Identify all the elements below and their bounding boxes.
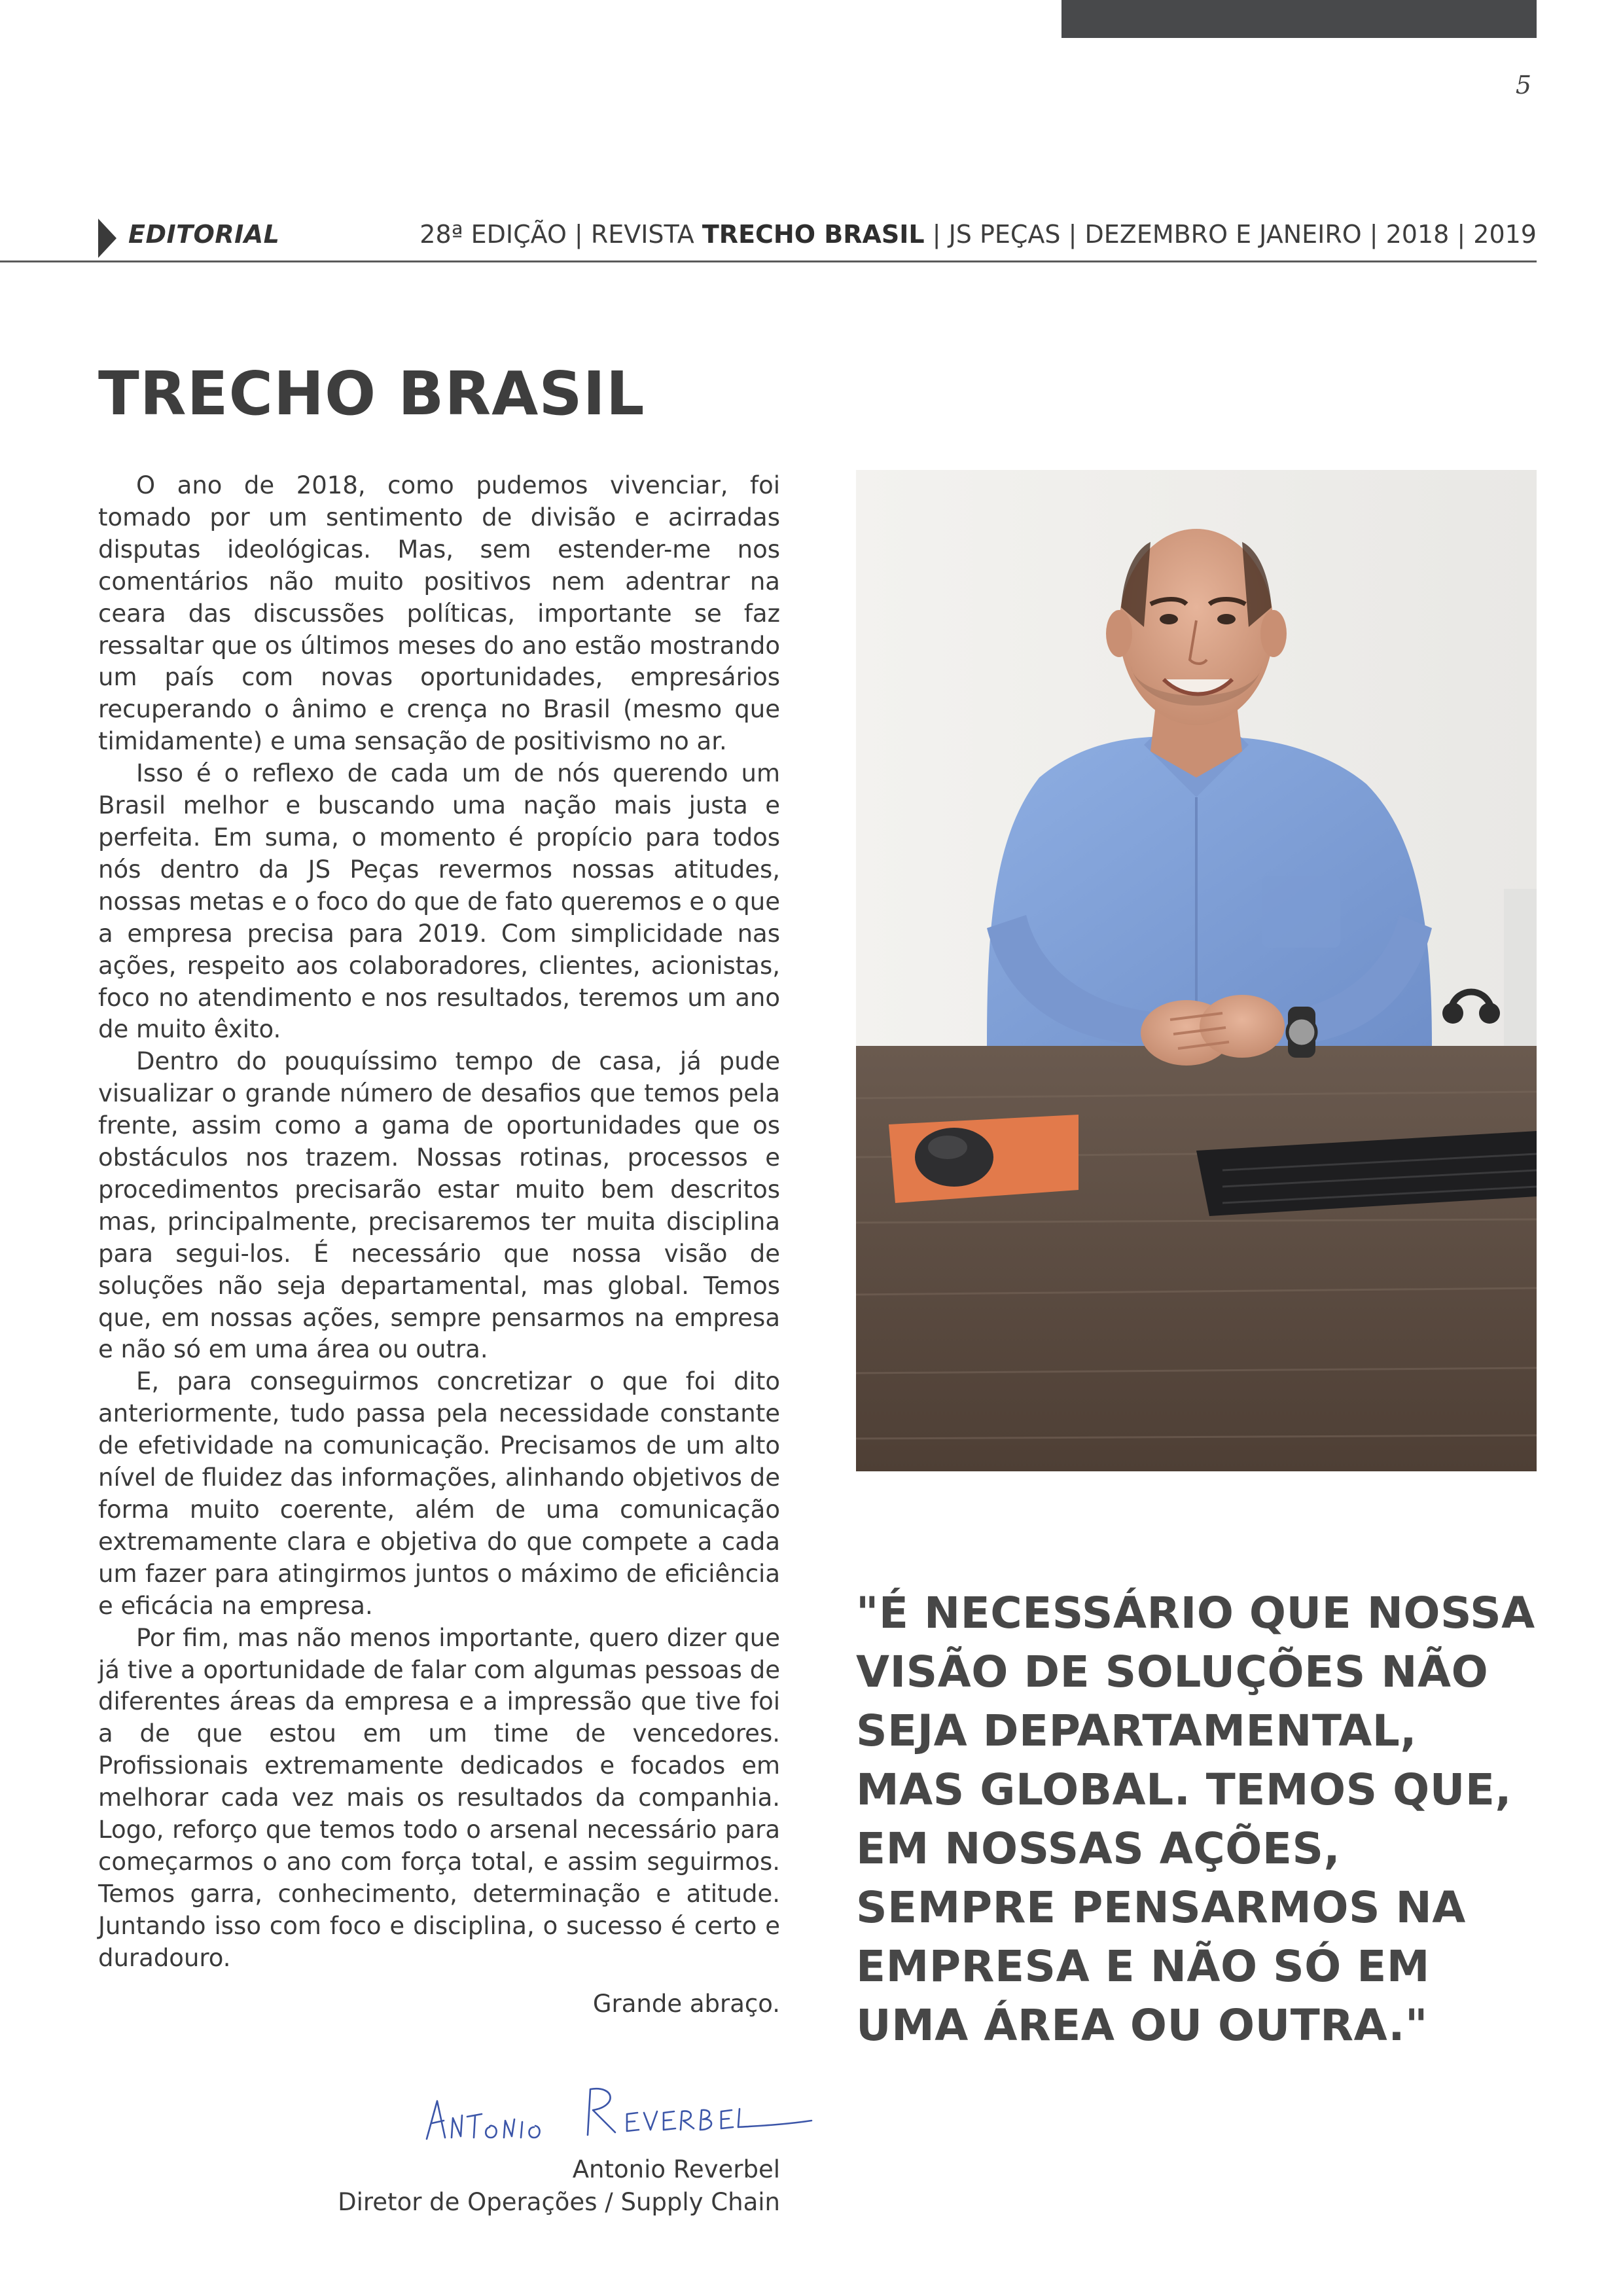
author-role: Diretor de Operações / Supply Chain: [338, 2188, 780, 2216]
paragraph: O ano de 2018, como pudemos vivenciar, foi tomado por um sentimento de divisão e acirradas disputas ideológicas. Mas, sem estender-me nos comentários não muito positivos nem adentrar na ceara das discussões políticas, importante se faz ressaltar que os últimos meses do ano estão mostrando um país com novas oportunidades, empresários recuperando o ânimo e crença no Brasil (mesmo que timidamente) e uma sensação de positivismo no ar.: [98, 471, 780, 756]
edition-prefix: 28ª EDIÇÃO | REVISTA: [419, 220, 702, 249]
edition-line: [419, 220, 1537, 249]
top-bar: [1061, 0, 1537, 38]
edition-suffix: | JS PEÇAS | DEZEMBRO E JANEIRO | 2018 | 2019: [924, 220, 1537, 249]
page-header: [98, 216, 1537, 262]
magazine-name: TRECHO BRASIL: [702, 220, 925, 249]
signature-image: [419, 2075, 825, 2160]
paragraph: Por fim, mas não menos importante, quero dizer que já tive a oportunidade de falar com algumas pessoas de diferentes áreas da empresa e a impressão que tive foi a de que estou em um time de vencedores. Profissionais extremamente dedicados e focados em melhorar cada vez mais os resultados da companhia. Logo, reforço que temos todo o arsenal necessário para começarmos o ano com força total, e assim seguirmos. Temos garra, conhecimento, determinação e atitude. Juntando isso com foco e disciplina, o sucesso é certo e duradouro.: [98, 1623, 780, 1972]
page-number: 5: [1515, 71, 1531, 99]
paragraph: E, para conseguirmos concretizar o que foi dito anteriormente, tudo passa pela necessidade constante de efetividade na comunicação. Precisamos de um alto nível de fluidez das informações, alinhando objetivos de forma muito coerente, além de uma comunicação extremamente clara e objetiva do que compete a cada um fazer para atingirmos juntos o máximo de eficiência e eficácia na empresa.: [98, 1367, 780, 1620]
article-body: [98, 470, 780, 1975]
author-photo: [856, 470, 1537, 1471]
paragraph: Isso é o reflexo de cada um de nós querendo um Brasil melhor e buscando uma nação mais justa e perfeita. Em suma, o momento é propício para todos nós dentro da JS Peças revermos nossas atitudes, nossas metas e o foco do que de fato queremos e o que a empresa precisa para 2019. Com simplicidade nas ações, respeito aos colaboradores, clientes, acionistas, foco no atendimento e nos resultados, teremos um ano de muito êxito.: [98, 759, 780, 1044]
closing-greeting: Grande abraço.: [592, 1990, 780, 2018]
header-rule: [0, 260, 1537, 262]
header-arrow-icon: [98, 219, 116, 258]
pull-quote: "É NECESSÁRIO QUE NOSSA VISÃO DE SOLUÇÕES NÃO SEJA DEPARTAMENTAL, MAS GLOBAL. TEMOS QUE, EM NOSSAS AÇÕES, SEMPRE PENSARMOS NA EMPRESA E NÃO SÓ EM UMA ÁREA OU OUTRA.": [856, 1588, 1535, 2051]
section-label: EDITORIAL: [128, 220, 280, 249]
signer-block: [98, 2153, 780, 2219]
paragraph: Dentro do pouquíssimo tempo de casa, já pude visualizar o grande número de desafios que temos pela frente, assim como a gama de oportunidades que os obstáculos nos trazem. Nossas rotinas, processos e procedimentos precisarão estar muito bem descritos mas, principalmente, precisaremos ter muita disciplina para segui-los. É necessário que nossa visão de soluções não seja departamental, mas global. Temos que, em nossas ações, sempre pensarmos na empresa e não só em uma área ou outra.: [98, 1047, 780, 1364]
author-name: Antonio Reverbel: [572, 2155, 780, 2183]
article-title: TRECHO BRASIL: [98, 359, 645, 429]
